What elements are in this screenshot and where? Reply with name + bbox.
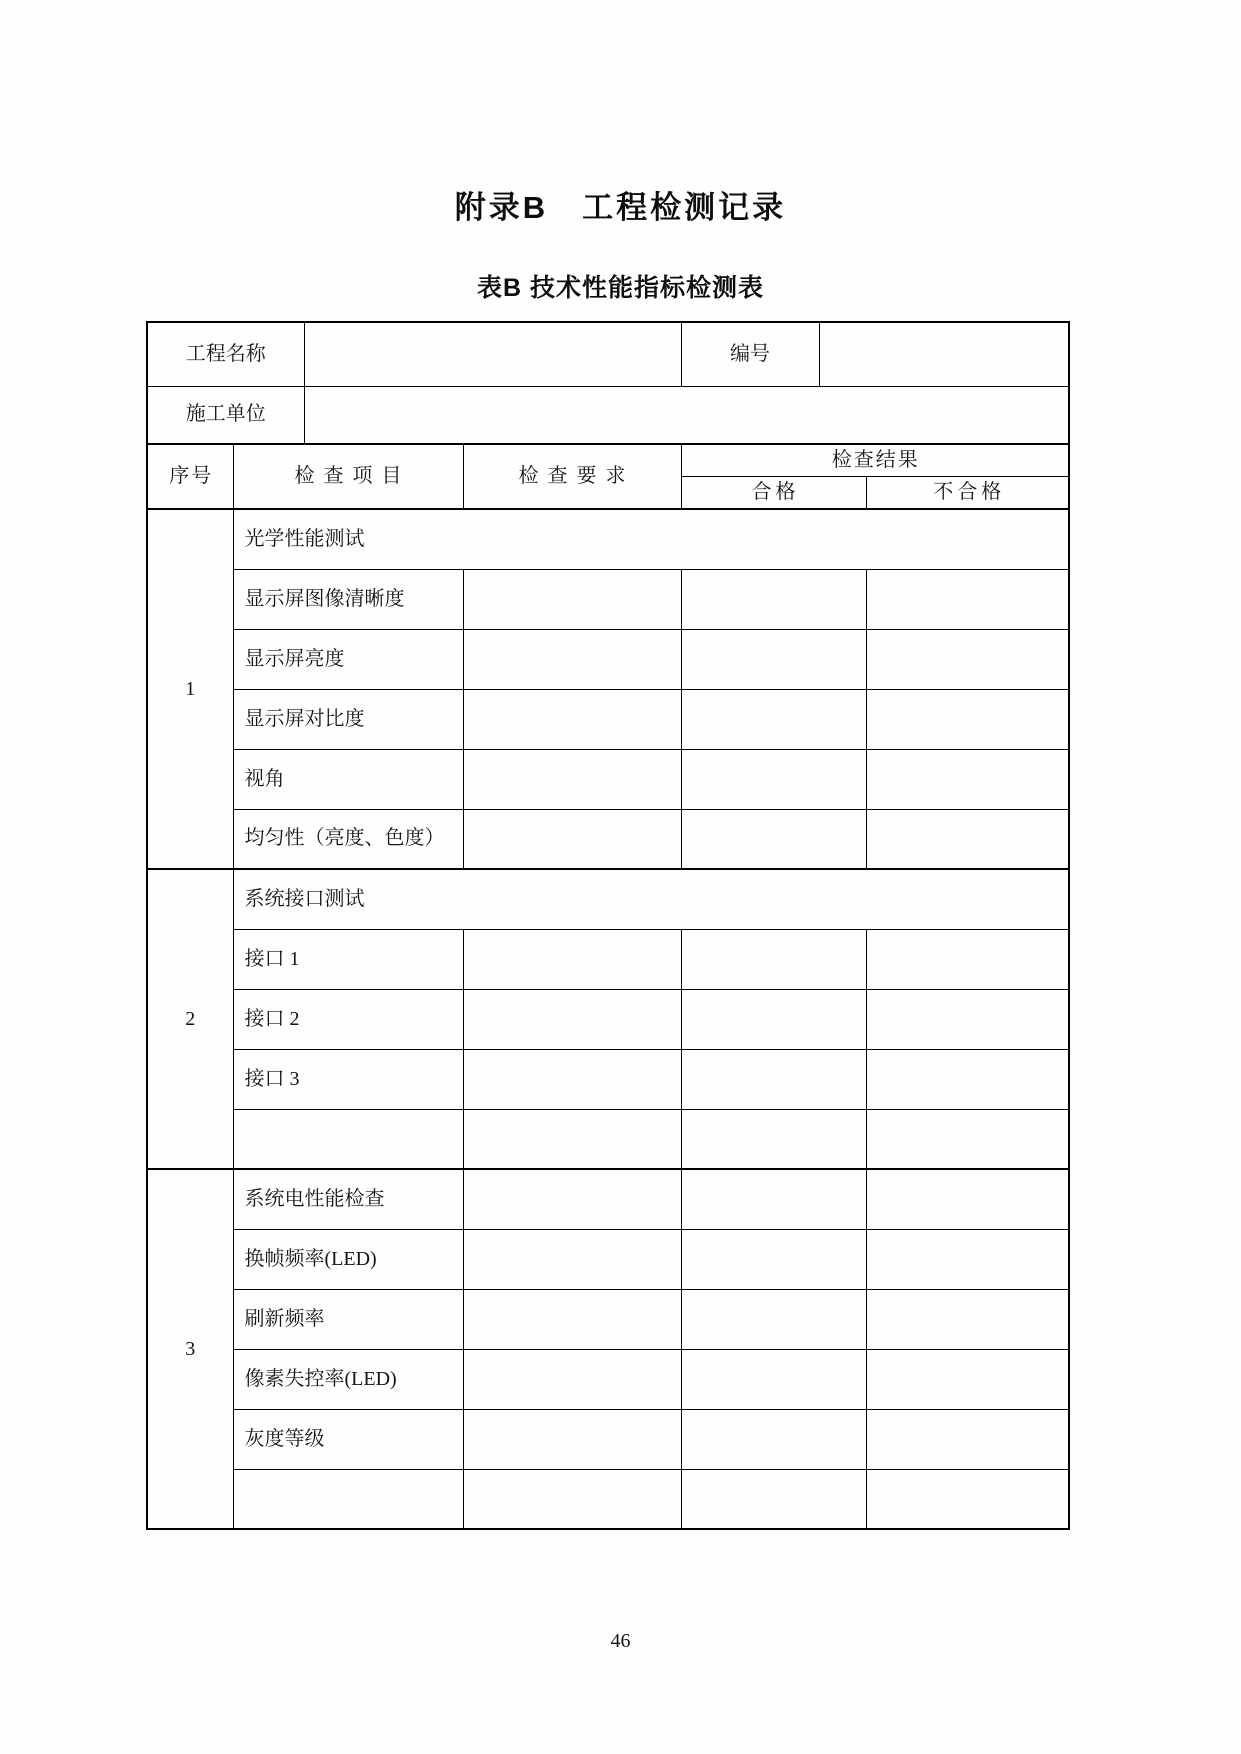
table-row bbox=[147, 569, 1069, 629]
pass-blank-cell bbox=[681, 929, 866, 989]
requirement-blank-cell bbox=[463, 1049, 681, 1109]
item-label-cell: 均匀性（亮度、色度） bbox=[233, 809, 463, 869]
table-row bbox=[147, 989, 1069, 1049]
inspection-record-table bbox=[146, 321, 1070, 1530]
fail-blank-cell bbox=[866, 989, 1069, 1049]
section-title-cell: 光学性能测试 bbox=[233, 509, 1069, 569]
item-label-cell: 接口 1 bbox=[233, 929, 463, 989]
pass-blank-cell bbox=[681, 1109, 866, 1169]
section-seq-cell: 2 bbox=[147, 869, 233, 1169]
fail-blank-cell bbox=[866, 749, 1069, 809]
section-3-title-row bbox=[147, 1169, 1069, 1229]
table-row bbox=[147, 749, 1069, 809]
requirement-blank-cell bbox=[463, 629, 681, 689]
pass-blank-cell bbox=[681, 1049, 866, 1109]
result-header-cell: 检查结果 bbox=[681, 444, 1069, 476]
pass-blank-cell bbox=[681, 1469, 866, 1529]
requirement-blank-cell bbox=[463, 569, 681, 629]
item-label-cell: 显示屏亮度 bbox=[233, 629, 463, 689]
table-row bbox=[147, 809, 1069, 869]
fail-blank-cell bbox=[866, 1349, 1069, 1409]
section-seq-cell: 3 bbox=[147, 1169, 233, 1529]
project-name-value-cell bbox=[304, 322, 681, 386]
fail-blank-cell bbox=[866, 929, 1069, 989]
page-number: 46 bbox=[610, 1630, 631, 1652]
table-row bbox=[147, 929, 1069, 989]
pass-blank-cell bbox=[681, 1289, 866, 1349]
pass-blank-cell bbox=[681, 1169, 866, 1229]
requirement-blank-cell bbox=[463, 1229, 681, 1289]
item-label-cell bbox=[233, 1469, 463, 1529]
pass-blank-cell bbox=[681, 629, 866, 689]
info-row-builder bbox=[147, 386, 1069, 444]
fail-blank-cell bbox=[866, 629, 1069, 689]
project-name-label-cell: 工程名称 bbox=[147, 322, 304, 386]
table-row bbox=[147, 1229, 1069, 1289]
requirement-blank-cell bbox=[463, 989, 681, 1049]
fail-blank-cell bbox=[866, 1169, 1069, 1229]
requirement-blank-cell bbox=[463, 749, 681, 809]
info-row-project bbox=[147, 322, 1069, 386]
pass-blank-cell bbox=[681, 989, 866, 1049]
appendix-title: 附录B 工程检测记录 bbox=[454, 190, 787, 225]
fail-blank-cell bbox=[866, 1049, 1069, 1109]
pass-blank-cell bbox=[681, 1349, 866, 1409]
pass-blank-cell bbox=[681, 809, 866, 869]
table-row bbox=[147, 629, 1069, 689]
builder-label-cell: 施工单位 bbox=[147, 386, 304, 444]
requirement-blank-cell bbox=[463, 809, 681, 869]
table-row bbox=[147, 1049, 1069, 1109]
requirement-blank-cell bbox=[463, 1469, 681, 1529]
pass-blank-cell bbox=[681, 1409, 866, 1469]
requirement-blank-cell bbox=[463, 929, 681, 989]
pass-blank-cell bbox=[681, 1229, 866, 1289]
table-row bbox=[147, 1469, 1069, 1529]
item-label-cell: 刷新频率 bbox=[233, 1289, 463, 1349]
item-label-cell: 系统电性能检查 bbox=[233, 1169, 463, 1229]
fail-blank-cell bbox=[866, 809, 1069, 869]
item-label-cell: 像素失控率(LED) bbox=[233, 1349, 463, 1409]
pass-blank-cell bbox=[681, 689, 866, 749]
section-seq-cell: 1 bbox=[147, 509, 233, 869]
item-label-cell: 视角 bbox=[233, 749, 463, 809]
requirement-blank-cell bbox=[463, 1409, 681, 1469]
section-2-title-row bbox=[147, 869, 1069, 929]
requirement-blank-cell bbox=[463, 689, 681, 749]
table-row bbox=[147, 1349, 1069, 1409]
section-1-title-row bbox=[147, 509, 1069, 569]
header-row-top bbox=[147, 444, 1069, 476]
fail-blank-cell bbox=[866, 1229, 1069, 1289]
number-label-cell: 编号 bbox=[681, 322, 819, 386]
requirement-blank-cell bbox=[463, 1169, 681, 1229]
item-header-cell: 检查项目 bbox=[233, 444, 463, 509]
item-label-cell bbox=[233, 1109, 463, 1169]
item-label-cell: 接口 3 bbox=[233, 1049, 463, 1109]
fail-header-cell: 不合格 bbox=[866, 476, 1069, 509]
pass-blank-cell bbox=[681, 749, 866, 809]
builder-value-cell bbox=[304, 386, 1069, 444]
seq-header-cell: 序号 bbox=[147, 444, 233, 509]
item-label-cell: 显示屏图像清晰度 bbox=[233, 569, 463, 629]
fail-blank-cell bbox=[866, 689, 1069, 749]
table-row bbox=[147, 1109, 1069, 1169]
fail-blank-cell bbox=[866, 1469, 1069, 1529]
item-label-cell: 灰度等级 bbox=[233, 1409, 463, 1469]
table-row bbox=[147, 1289, 1069, 1349]
section-title-cell: 系统接口测试 bbox=[233, 869, 1069, 929]
requirement-blank-cell bbox=[463, 1289, 681, 1349]
table-caption: 表B 技术性能指标检测表 bbox=[476, 274, 764, 302]
fail-blank-cell bbox=[866, 1109, 1069, 1169]
fail-blank-cell bbox=[866, 1289, 1069, 1349]
item-label-cell: 接口 2 bbox=[233, 989, 463, 1049]
pass-blank-cell bbox=[681, 569, 866, 629]
table-row bbox=[147, 689, 1069, 749]
item-label-cell: 换帧频率(LED) bbox=[233, 1229, 463, 1289]
requirement-blank-cell bbox=[463, 1109, 681, 1169]
fail-blank-cell bbox=[866, 569, 1069, 629]
number-value-cell bbox=[819, 322, 1069, 386]
table-row bbox=[147, 1409, 1069, 1469]
fail-blank-cell bbox=[866, 1409, 1069, 1469]
requirement-header-cell: 检查要求 bbox=[463, 444, 681, 509]
requirement-blank-cell bbox=[463, 1349, 681, 1409]
pass-header-cell: 合格 bbox=[681, 476, 866, 509]
item-label-cell: 显示屏对比度 bbox=[233, 689, 463, 749]
